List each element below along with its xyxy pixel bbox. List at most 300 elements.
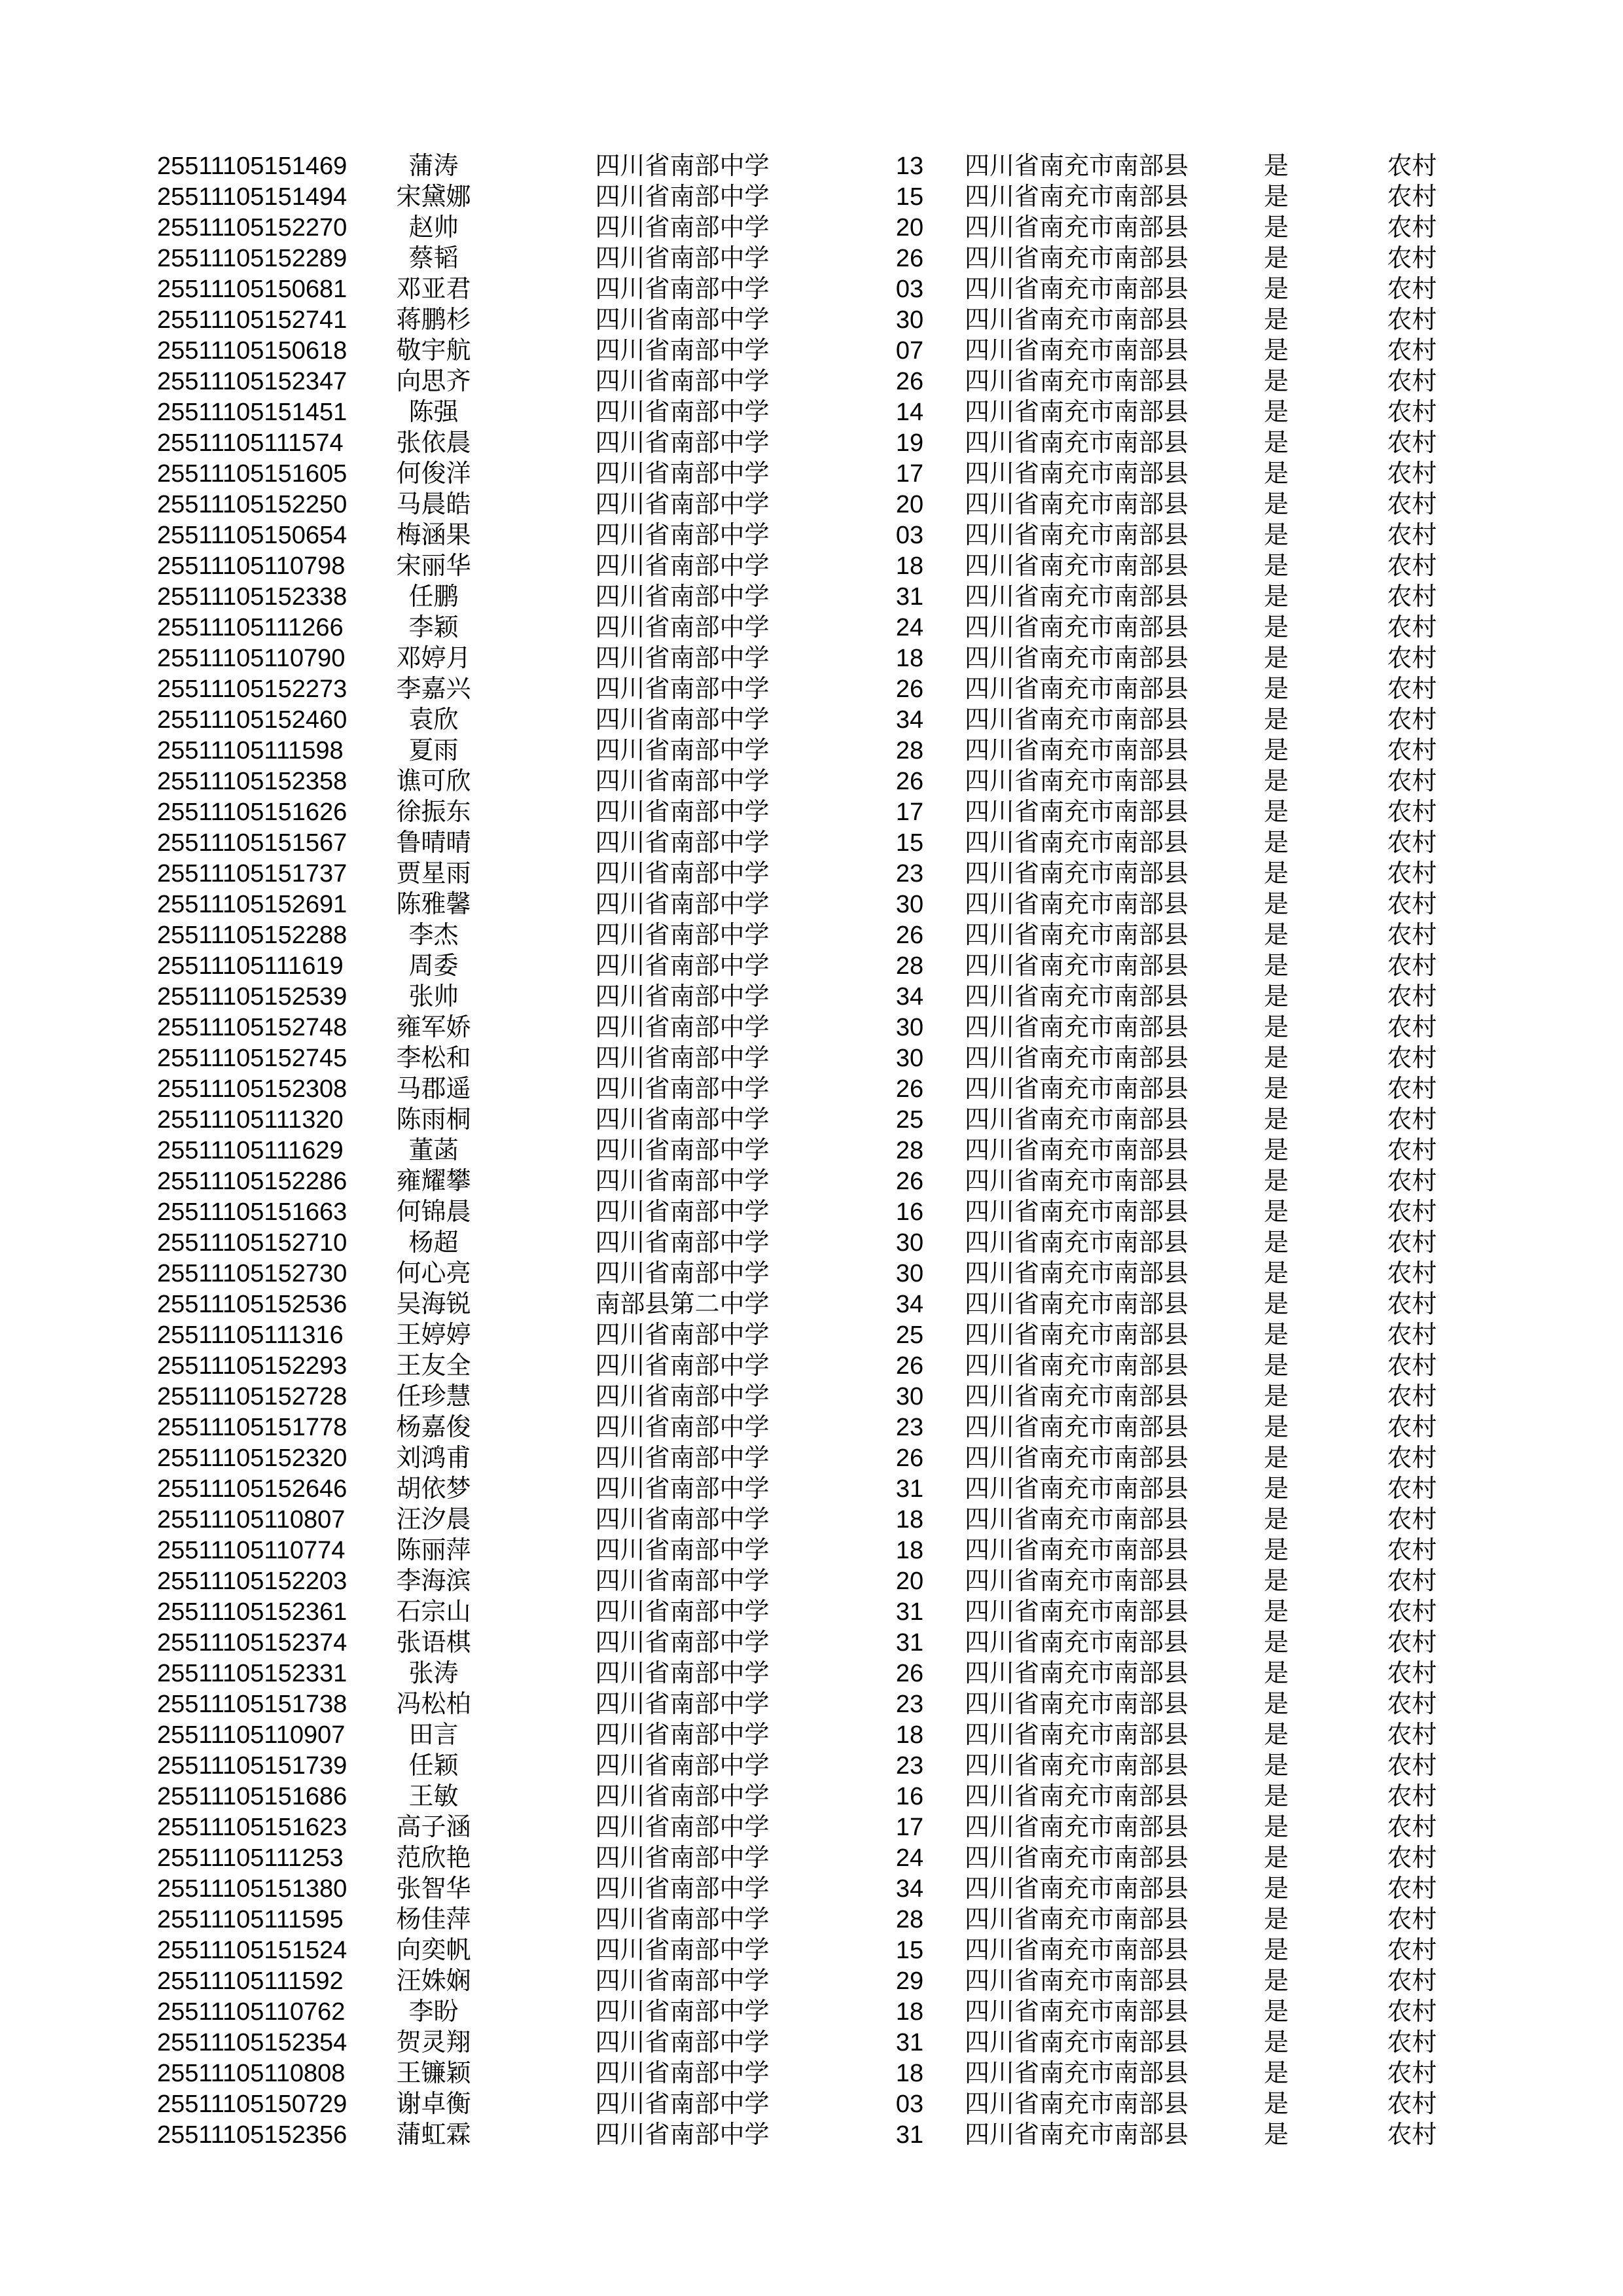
region-cell: 四川省南充市南部县 [964, 1075, 1188, 1103]
name-cell: 马郡遥 [396, 1075, 471, 1103]
class-no-cell: 19 [895, 429, 924, 457]
name-cell: 雍军娇 [396, 1014, 471, 1041]
flag-cell: 是 [1263, 583, 1289, 611]
flag-cell: 是 [1263, 675, 1289, 703]
name-cell: 田言 [408, 1721, 459, 1749]
class-no-cell: 26 [895, 922, 924, 949]
flag-cell: 是 [1263, 922, 1289, 949]
flag-cell: 是 [1263, 829, 1289, 857]
exam-id-cell: 25511105152748 [157, 1014, 348, 1041]
name-cell: 宋黛娜 [396, 183, 471, 211]
region-cell: 四川省南充市南部县 [964, 183, 1188, 211]
table-row [157, 982, 1623, 1013]
region-cell: 四川省南充市南部县 [964, 675, 1188, 703]
exam-id-cell: 25511105151494 [157, 183, 348, 211]
residence-cell: 农村 [1387, 1014, 1437, 1041]
residence-cell: 农村 [1387, 460, 1437, 488]
class-no-cell: 16 [895, 1783, 924, 1810]
school-cell: 四川省南部中学 [595, 645, 770, 672]
exam-id-cell: 25511105151686 [157, 1783, 348, 1810]
school-cell: 四川省南部中学 [595, 1721, 770, 1749]
exam-id-cell: 25511105152354 [157, 2029, 348, 2056]
flag-cell: 是 [1263, 645, 1289, 672]
class-no-cell: 03 [895, 2090, 924, 2118]
region-cell: 四川省南充市南部县 [964, 1998, 1188, 2026]
flag-cell: 是 [1263, 1660, 1289, 1687]
name-cell: 范欣艳 [396, 1844, 471, 1872]
residence-cell: 农村 [1387, 1414, 1437, 1441]
class-no-cell: 26 [895, 1168, 924, 1195]
school-cell: 四川省南部中学 [595, 1691, 770, 1718]
school-cell: 四川省南部中学 [595, 183, 770, 211]
name-cell: 梅涵果 [396, 522, 471, 549]
class-no-cell: 20 [895, 214, 924, 242]
table-row [157, 1351, 1623, 1382]
flag-cell: 是 [1263, 1168, 1289, 1195]
residence-cell: 农村 [1387, 1721, 1437, 1749]
table-row [157, 859, 1623, 889]
table-row [157, 1689, 1623, 1720]
name-cell: 赵帅 [408, 214, 459, 242]
flag-cell: 是 [1263, 552, 1289, 580]
region-cell: 四川省南充市南部县 [964, 737, 1188, 764]
class-no-cell: 26 [895, 245, 924, 272]
flag-cell: 是 [1263, 1414, 1289, 1441]
exam-id-cell: 25511105110790 [157, 645, 346, 672]
school-cell: 四川省南部中学 [595, 675, 770, 703]
table-row [157, 428, 1623, 459]
residence-cell: 农村 [1387, 675, 1437, 703]
table-row [157, 674, 1623, 705]
school-cell: 四川省南部中学 [595, 214, 770, 242]
residence-cell: 农村 [1387, 1875, 1437, 1903]
flag-cell: 是 [1263, 706, 1289, 734]
residence-cell: 农村 [1387, 2060, 1437, 2087]
exam-id-cell: 25511105151380 [157, 1875, 348, 1903]
flag-cell: 是 [1263, 152, 1289, 180]
table-row [157, 1166, 1623, 1197]
class-no-cell: 23 [895, 1691, 924, 1718]
class-no-cell: 18 [895, 1537, 924, 1564]
flag-cell: 是 [1263, 737, 1289, 764]
region-cell: 四川省南充市南部县 [964, 1383, 1188, 1410]
school-cell: 四川省南部中学 [595, 891, 770, 918]
residence-cell: 农村 [1387, 1352, 1437, 1380]
flag-cell: 是 [1263, 491, 1289, 518]
school-cell: 四川省南部中学 [595, 706, 770, 734]
table-row [157, 1997, 1623, 2028]
name-cell: 汪汐晨 [396, 1506, 471, 1534]
school-cell: 四川省南部中学 [595, 1506, 770, 1534]
region-cell: 四川省南充市南部县 [964, 768, 1188, 795]
school-cell: 四川省南部中学 [595, 1660, 770, 1687]
residence-cell: 农村 [1387, 706, 1437, 734]
school-cell: 四川省南部中学 [595, 583, 770, 611]
school-cell: 四川省南部中学 [595, 1137, 770, 1164]
exam-id-cell: 25511105152203 [157, 1568, 348, 1595]
table-row [157, 1474, 1623, 1505]
table-row [157, 705, 1623, 736]
table-row [157, 243, 1623, 274]
exam-id-cell: 25511105151778 [157, 1414, 348, 1441]
flag-cell: 是 [1263, 1506, 1289, 1534]
school-cell: 四川省南部中学 [595, 1106, 770, 1134]
class-no-cell: 30 [895, 1045, 924, 1072]
exam-id-cell: 25511105110762 [157, 1998, 346, 2026]
table-row [157, 1289, 1623, 1320]
table-row [157, 1535, 1623, 1566]
class-no-cell: 30 [895, 891, 924, 918]
exam-id-cell: 25511105152730 [157, 1260, 348, 1287]
class-no-cell: 28 [895, 1137, 924, 1164]
region-cell: 四川省南充市南部县 [964, 1568, 1188, 1595]
region-cell: 四川省南充市南部县 [964, 2029, 1188, 2056]
flag-cell: 是 [1263, 768, 1289, 795]
residence-cell: 农村 [1387, 1168, 1437, 1195]
exam-id-cell: 25511105152728 [157, 1383, 348, 1410]
flag-cell: 是 [1263, 2090, 1289, 2118]
school-cell: 四川省南部中学 [595, 1752, 770, 1780]
flag-cell: 是 [1263, 460, 1289, 488]
region-cell: 四川省南充市南部县 [964, 337, 1188, 365]
exam-id-cell: 25511105111253 [157, 1844, 344, 1872]
class-no-cell: 31 [895, 1475, 924, 1503]
residence-cell: 农村 [1387, 983, 1437, 1011]
table-row [157, 1874, 1623, 1905]
residence-cell: 农村 [1387, 2090, 1437, 2118]
name-cell: 邓婷月 [396, 645, 471, 672]
flag-cell: 是 [1263, 1014, 1289, 1041]
residence-cell: 农村 [1387, 1383, 1437, 1410]
exam-id-cell: 25511105151737 [157, 860, 348, 888]
flag-cell: 是 [1263, 614, 1289, 641]
flag-cell: 是 [1263, 1875, 1289, 1903]
class-no-cell: 18 [895, 1506, 924, 1534]
residence-cell: 农村 [1387, 1783, 1437, 1810]
table-row [157, 1074, 1623, 1105]
exam-id-cell: 25511105152320 [157, 1444, 348, 1472]
class-no-cell: 34 [895, 1875, 924, 1903]
flag-cell: 是 [1263, 1814, 1289, 1841]
residence-cell: 农村 [1387, 491, 1437, 518]
table-row [157, 613, 1623, 643]
exam-id-cell: 25511105111619 [157, 952, 344, 980]
region-cell: 四川省南充市南部县 [964, 1137, 1188, 1164]
name-cell: 杨佳萍 [396, 1906, 471, 1933]
name-cell: 马晨皓 [396, 491, 471, 518]
residence-cell: 农村 [1387, 276, 1437, 303]
region-cell: 四川省南充市南部县 [964, 1106, 1188, 1134]
class-no-cell: 34 [895, 706, 924, 734]
school-cell: 四川省南部中学 [595, 1444, 770, 1472]
flag-cell: 是 [1263, 798, 1289, 826]
school-cell: 四川省南部中学 [595, 1198, 770, 1226]
class-no-cell: 31 [895, 583, 924, 611]
exam-id-cell: 25511105111574 [157, 429, 344, 457]
name-cell: 李海滨 [396, 1568, 471, 1595]
class-no-cell: 26 [895, 1075, 924, 1103]
flag-cell: 是 [1263, 183, 1289, 211]
name-cell: 向思齐 [396, 368, 471, 395]
name-cell: 高子涵 [396, 1814, 471, 1841]
school-cell: 南部县第二中学 [595, 1291, 770, 1318]
flag-cell: 是 [1263, 1998, 1289, 2026]
region-cell: 四川省南充市南部县 [964, 1198, 1188, 1226]
school-cell: 四川省南部中学 [595, 1998, 770, 2026]
exam-id-cell: 25511105111592 [157, 1967, 344, 1995]
exam-id-cell: 25511105151524 [157, 1937, 348, 1964]
school-cell: 四川省南部中学 [595, 768, 770, 795]
table-row [157, 336, 1623, 367]
class-no-cell: 23 [895, 1414, 924, 1441]
name-cell: 张语棋 [396, 1629, 471, 1657]
school-cell: 四川省南部中学 [595, 1967, 770, 1995]
region-cell: 四川省南充市南部县 [964, 2060, 1188, 2087]
exam-id-cell: 25511105152745 [157, 1045, 348, 1072]
table-row [157, 1905, 1623, 1935]
flag-cell: 是 [1263, 1844, 1289, 1872]
exam-id-cell: 25511105152288 [157, 922, 348, 949]
school-cell: 四川省南部中学 [595, 368, 770, 395]
residence-cell: 农村 [1387, 1106, 1437, 1134]
flag-cell: 是 [1263, 860, 1289, 888]
class-no-cell: 28 [895, 737, 924, 764]
name-cell: 蔡韬 [408, 245, 459, 272]
residence-cell: 农村 [1387, 952, 1437, 980]
exam-id-cell: 25511105152338 [157, 583, 348, 611]
school-cell: 四川省南部中学 [595, 1844, 770, 1872]
class-no-cell: 31 [895, 2029, 924, 2056]
school-cell: 四川省南部中学 [595, 429, 770, 457]
table-row [157, 1782, 1623, 1812]
flag-cell: 是 [1263, 522, 1289, 549]
exam-id-cell: 25511105152646 [157, 1475, 348, 1503]
class-no-cell: 20 [895, 491, 924, 518]
table-row [157, 305, 1623, 336]
region-cell: 四川省南充市南部县 [964, 645, 1188, 672]
residence-cell: 农村 [1387, 1475, 1437, 1503]
region-cell: 四川省南充市南部县 [964, 2090, 1188, 2118]
residence-cell: 农村 [1387, 306, 1437, 334]
class-no-cell: 17 [895, 1814, 924, 1841]
residence-cell: 农村 [1387, 1229, 1437, 1257]
residence-cell: 农村 [1387, 1291, 1437, 1318]
region-cell: 四川省南充市南部县 [964, 522, 1188, 549]
name-cell: 任珍慧 [396, 1383, 471, 1410]
table-row [157, 367, 1623, 397]
name-cell: 邓亚君 [396, 276, 471, 303]
table-row [157, 828, 1623, 859]
class-no-cell: 26 [895, 1660, 924, 1687]
school-cell: 四川省南部中学 [595, 306, 770, 334]
class-no-cell: 34 [895, 1291, 924, 1318]
residence-cell: 农村 [1387, 829, 1437, 857]
class-no-cell: 18 [895, 552, 924, 580]
school-cell: 四川省南部中学 [595, 1568, 770, 1595]
region-cell: 四川省南充市南部县 [964, 706, 1188, 734]
exam-id-cell: 25511105151469 [157, 152, 348, 180]
region-cell: 四川省南充市南部县 [964, 614, 1188, 641]
class-no-cell: 15 [895, 1937, 924, 1964]
school-cell: 四川省南部中学 [595, 983, 770, 1011]
residence-cell: 农村 [1387, 798, 1437, 826]
exam-id-cell: 25511105151567 [157, 829, 348, 857]
school-cell: 四川省南部中学 [595, 152, 770, 180]
school-cell: 四川省南部中学 [595, 1537, 770, 1564]
exam-id-cell: 25511105152374 [157, 1629, 348, 1657]
region-cell: 四川省南充市南部县 [964, 1691, 1188, 1718]
residence-cell: 农村 [1387, 1537, 1437, 1564]
exam-id-cell: 25511105151626 [157, 798, 348, 826]
region-cell: 四川省南充市南部县 [964, 552, 1188, 580]
table-row [157, 551, 1623, 582]
school-cell: 四川省南部中学 [595, 1414, 770, 1441]
flag-cell: 是 [1263, 891, 1289, 918]
name-cell: 汪姝娴 [396, 1967, 471, 1995]
name-cell: 冯松柏 [396, 1691, 471, 1718]
region-cell: 四川省南充市南部县 [964, 1321, 1188, 1349]
flag-cell: 是 [1263, 1137, 1289, 1164]
residence-cell: 农村 [1387, 922, 1437, 949]
residence-cell: 农村 [1387, 1444, 1437, 1472]
residence-cell: 农村 [1387, 399, 1437, 426]
region-cell: 四川省南充市南部县 [964, 491, 1188, 518]
residence-cell: 农村 [1387, 1752, 1437, 1780]
name-cell: 向奕帆 [396, 1937, 471, 1964]
school-cell: 四川省南部中学 [595, 1014, 770, 1041]
class-no-cell: 26 [895, 1352, 924, 1380]
region-cell: 四川省南充市南部县 [964, 1260, 1188, 1287]
school-cell: 四川省南部中学 [595, 552, 770, 580]
name-cell: 王婷婷 [396, 1321, 471, 1349]
region-cell: 四川省南充市南部县 [964, 276, 1188, 303]
table-row [157, 490, 1623, 520]
region-cell: 四川省南充市南部县 [964, 1937, 1188, 1964]
school-cell: 四川省南部中学 [595, 1814, 770, 1841]
class-no-cell: 26 [895, 768, 924, 795]
region-cell: 四川省南充市南部县 [964, 583, 1188, 611]
table-row [157, 1935, 1623, 1966]
class-no-cell: 03 [895, 276, 924, 303]
region-cell: 四川省南充市南部县 [964, 1752, 1188, 1780]
school-cell: 四川省南部中学 [595, 860, 770, 888]
table-row [157, 766, 1623, 797]
name-cell: 李颖 [408, 614, 459, 641]
class-no-cell: 30 [895, 306, 924, 334]
region-cell: 四川省南充市南部县 [964, 1506, 1188, 1534]
table-row [157, 1013, 1623, 1043]
flag-cell: 是 [1263, 1352, 1289, 1380]
school-cell: 四川省南部中学 [595, 491, 770, 518]
residence-cell: 农村 [1387, 1660, 1437, 1687]
residence-cell: 农村 [1387, 1967, 1437, 1995]
table-row [157, 1228, 1623, 1259]
class-no-cell: 25 [895, 1106, 924, 1134]
table-row [157, 182, 1623, 213]
region-cell: 四川省南充市南部县 [964, 1291, 1188, 1318]
name-cell: 陈丽萍 [396, 1537, 471, 1564]
exam-id-cell: 25511105152356 [157, 2121, 348, 2149]
table-row [157, 151, 1623, 182]
school-cell: 四川省南部中学 [595, 2060, 770, 2087]
school-cell: 四川省南部中学 [595, 1475, 770, 1503]
residence-cell: 农村 [1387, 1598, 1437, 1626]
class-no-cell: 24 [895, 1844, 924, 1872]
name-cell: 谢卓衡 [396, 2090, 471, 2118]
residence-cell: 农村 [1387, 183, 1437, 211]
exam-id-cell: 25511105110807 [157, 1506, 346, 1534]
exam-id-cell: 25511105151451 [157, 399, 348, 426]
school-cell: 四川省南部中学 [595, 1937, 770, 1964]
name-cell: 宋丽华 [396, 552, 471, 580]
region-cell: 四川省南充市南部县 [964, 1537, 1188, 1564]
region-cell: 四川省南充市南部县 [964, 860, 1188, 888]
residence-cell: 农村 [1387, 522, 1437, 549]
exam-id-cell: 25511105152741 [157, 306, 348, 334]
table-row [157, 1566, 1623, 1597]
flag-cell: 是 [1263, 1229, 1289, 1257]
class-no-cell: 23 [895, 1752, 924, 1780]
flag-cell: 是 [1263, 306, 1289, 334]
class-no-cell: 28 [895, 1906, 924, 1933]
class-no-cell: 31 [895, 2121, 924, 2149]
residence-cell: 农村 [1387, 1691, 1437, 1718]
flag-cell: 是 [1263, 1444, 1289, 1472]
table-row [157, 1197, 1623, 1228]
region-cell: 四川省南充市南部县 [964, 1967, 1188, 1995]
region-cell: 四川省南充市南部县 [964, 829, 1188, 857]
residence-cell: 农村 [1387, 1137, 1437, 1164]
flag-cell: 是 [1263, 429, 1289, 457]
exam-id-cell: 25511105111598 [157, 737, 344, 764]
flag-cell: 是 [1263, 245, 1289, 272]
residence-cell: 农村 [1387, 1075, 1437, 1103]
class-no-cell: 13 [895, 152, 924, 180]
class-no-cell: 14 [895, 399, 924, 426]
flag-cell: 是 [1263, 1537, 1289, 1564]
residence-cell: 农村 [1387, 1506, 1437, 1534]
name-cell: 夏雨 [408, 737, 459, 764]
table-row [157, 1812, 1623, 1843]
region-cell: 四川省南充市南部县 [964, 983, 1188, 1011]
flag-cell: 是 [1263, 1075, 1289, 1103]
school-cell: 四川省南部中学 [595, 1629, 770, 1657]
residence-cell: 农村 [1387, 1321, 1437, 1349]
student-table [0, 151, 1623, 2151]
name-cell: 吴海锐 [396, 1291, 471, 1318]
name-cell: 陈雨桐 [396, 1106, 471, 1134]
exam-id-cell: 25511105111316 [157, 1321, 344, 1349]
school-cell: 四川省南部中学 [595, 922, 770, 949]
name-cell: 蒲涛 [408, 152, 459, 180]
flag-cell: 是 [1263, 214, 1289, 242]
name-cell: 雍耀攀 [396, 1168, 471, 1195]
table-row [157, 2120, 1623, 2151]
class-no-cell: 30 [895, 1014, 924, 1041]
region-cell: 四川省南充市南部县 [964, 1475, 1188, 1503]
class-no-cell: 18 [895, 1998, 924, 2026]
school-cell: 四川省南部中学 [595, 1352, 770, 1380]
exam-id-cell: 25511105152289 [157, 245, 348, 272]
residence-cell: 农村 [1387, 214, 1437, 242]
school-cell: 四川省南部中学 [595, 337, 770, 365]
table-row [157, 274, 1623, 305]
flag-cell: 是 [1263, 399, 1289, 426]
name-cell: 何心亮 [396, 1260, 471, 1287]
school-cell: 四川省南部中学 [595, 1875, 770, 1903]
school-cell: 四川省南部中学 [595, 737, 770, 764]
school-cell: 四川省南部中学 [595, 245, 770, 272]
